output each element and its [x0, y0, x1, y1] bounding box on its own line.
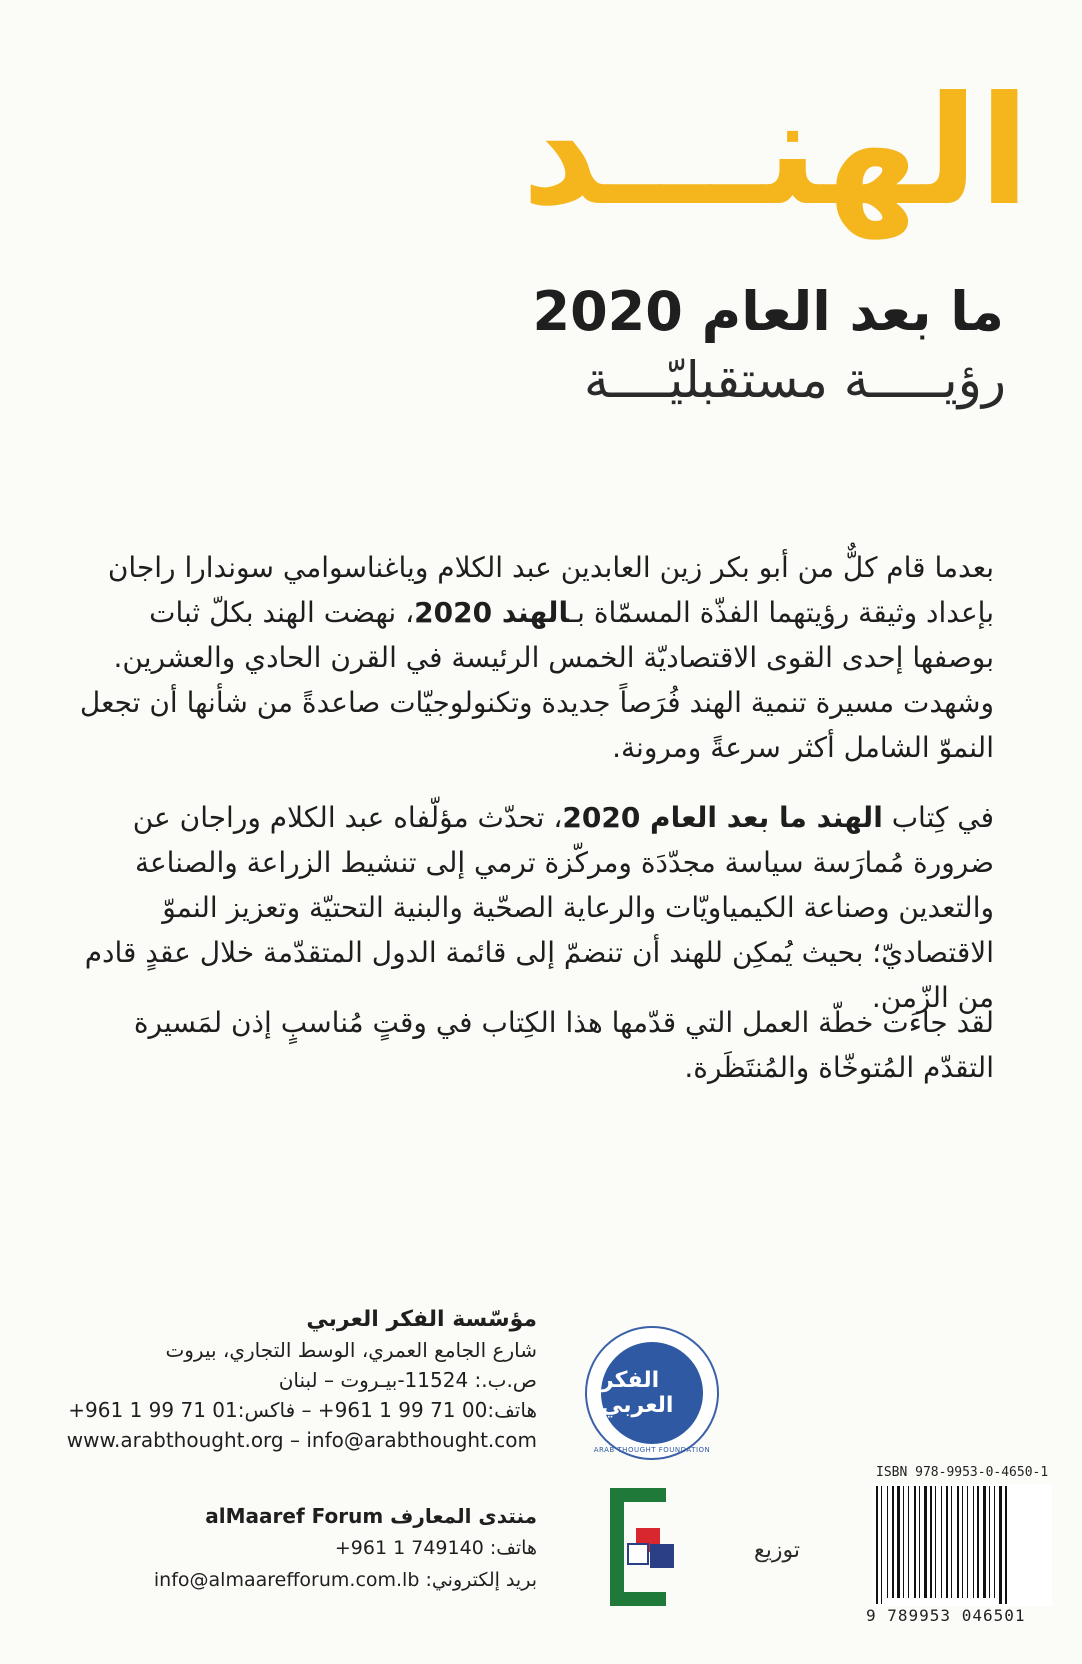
publisher-info: [57, 1305, 537, 1455]
barcode-bar: [951, 1486, 952, 1598]
barcode-bar: [924, 1486, 927, 1598]
barcode-bar: [962, 1486, 963, 1598]
barcode-bar: [881, 1486, 882, 1604]
publisher-phone: هاتف:00 71 99 1 961+ – فاكس:01 71 99 1 961+: [68, 1398, 537, 1422]
blurb-p2-text-b: ، تحدّث مؤلّفاه عبد الكلام وراجان عن ضرورة مُمارَسة سياسة مجدّدَة ومركّزة ترمي إلى تنشيط الزراعة والصناعة والتعدين وصناعة الكيمياويّات والرعاية الصحّية والبنية التحتيّة وتعزيز النموّ الاقتصاديّ؛ بحيث يُمكِن للهند أن تنضمّ إلى قائمة الدول المتقدّمة خلال عقدٍ قادم من الزّمن.: [84, 801, 994, 1014]
barcode-bar: [908, 1486, 909, 1598]
barcode-bar: [919, 1486, 920, 1598]
barcode-bar: [876, 1486, 878, 1604]
distribution-label: توزيع: [754, 1538, 800, 1563]
barcode-bar: [999, 1486, 1002, 1604]
isbn-barcode: [872, 1484, 1052, 1606]
barcode-bar: [903, 1486, 904, 1598]
barcode-bar: [887, 1486, 888, 1598]
barcode-number: 9 789953 046501: [866, 1606, 1026, 1625]
book-title: الهنـــد: [521, 65, 1030, 239]
blurb-paragraph-1: [74, 545, 994, 770]
publisher-logo-text: الفكر العربي: [601, 1368, 674, 1418]
blurb-p1-text-b: ، نهضت الهند بكلّ ثبات بوصفها إحدى القوى الاقتصاديّة الخمس الرئيسة في القرن الحادي والعشرين. وشهدت مسيرة تنمية الهند فُرَصاً جديدة وتكنولوجيّات صاعدةً من شأنها أن تجعل النموّ الشامل أكثر سرعةً ومرونة.: [79, 596, 994, 764]
distributor-email: بريد إلكتروني: info@almaarefforum.com.lb: [153, 1569, 537, 1591]
barcode-bar: [957, 1486, 959, 1598]
publisher-logo-inner: [601, 1342, 703, 1444]
publisher-pobox: ص.ب.: 11524-بيـروت – لبنان: [278, 1368, 537, 1392]
barcode-bar: [914, 1486, 916, 1598]
barcode-bar: [897, 1486, 900, 1598]
distributor-name: منتدى المعارف alMaaref Forum: [205, 1504, 537, 1528]
publisher-address: شارع الجامع العمري، الوسط التجاري، بيروت: [165, 1338, 537, 1362]
blurb-paragraph-2: [74, 795, 994, 1020]
isbn-text: ISBN 978-9953-0-4650-1: [876, 1465, 1049, 1480]
barcode-bar: [941, 1486, 942, 1598]
publisher-logo: [585, 1326, 719, 1460]
barcode-bar: [983, 1486, 986, 1598]
blurb-p2-bold: الهند ما بعد العام 2020: [562, 801, 883, 834]
blurb-p2-text-a: في كِتاب: [882, 801, 994, 834]
barcode-bar: [935, 1486, 936, 1598]
book-tagline: رؤيـــــة مستقبليّــــة: [583, 351, 1006, 409]
barcode-bar: [892, 1486, 894, 1598]
book-subtitle: ما بعد العام 2020: [532, 280, 1004, 343]
publisher-logo-ring-text: ARAB THOUGHT FOUNDATION: [593, 1446, 711, 1454]
barcode-bar: [989, 1486, 990, 1598]
barcode-bar: [967, 1486, 968, 1598]
distributor-logo-icon: [610, 1488, 680, 1608]
publisher-name: مؤسّسة الفكر العربي: [306, 1307, 537, 1332]
blurb-paragraph-3: لقد جاءَت خطّة العمل التي قدّمها هذا الكِتاب في وقتٍ مُناسبٍ إذن لمَسيرة التقدّم المُتوخّاة والمُنتَظَرة.: [133, 1006, 994, 1084]
barcode-bar: [994, 1486, 995, 1598]
distributor-info: [57, 1500, 537, 1596]
publisher-web: www.arabthought.org – info@arabthought.com: [66, 1428, 537, 1452]
blurb-p1-bold: الهند 2020: [414, 596, 569, 629]
barcode-bar: [973, 1486, 974, 1598]
barcode-bar: [946, 1486, 948, 1598]
distributor-phone: هاتف: 749140 1 961+: [334, 1537, 537, 1559]
barcode-bar: [1005, 1486, 1007, 1604]
barcode-bar: [977, 1486, 979, 1598]
blurb-p1-text-a: بعدما قام كلٌّ من أبو بكر زين العابدين عبد الكلام وياغناسوامي سوندارا راجان بإعداد وثيقة رؤيتهما الفذّة المسمّاة بـ: [107, 551, 994, 629]
barcode-bar: [930, 1486, 932, 1598]
